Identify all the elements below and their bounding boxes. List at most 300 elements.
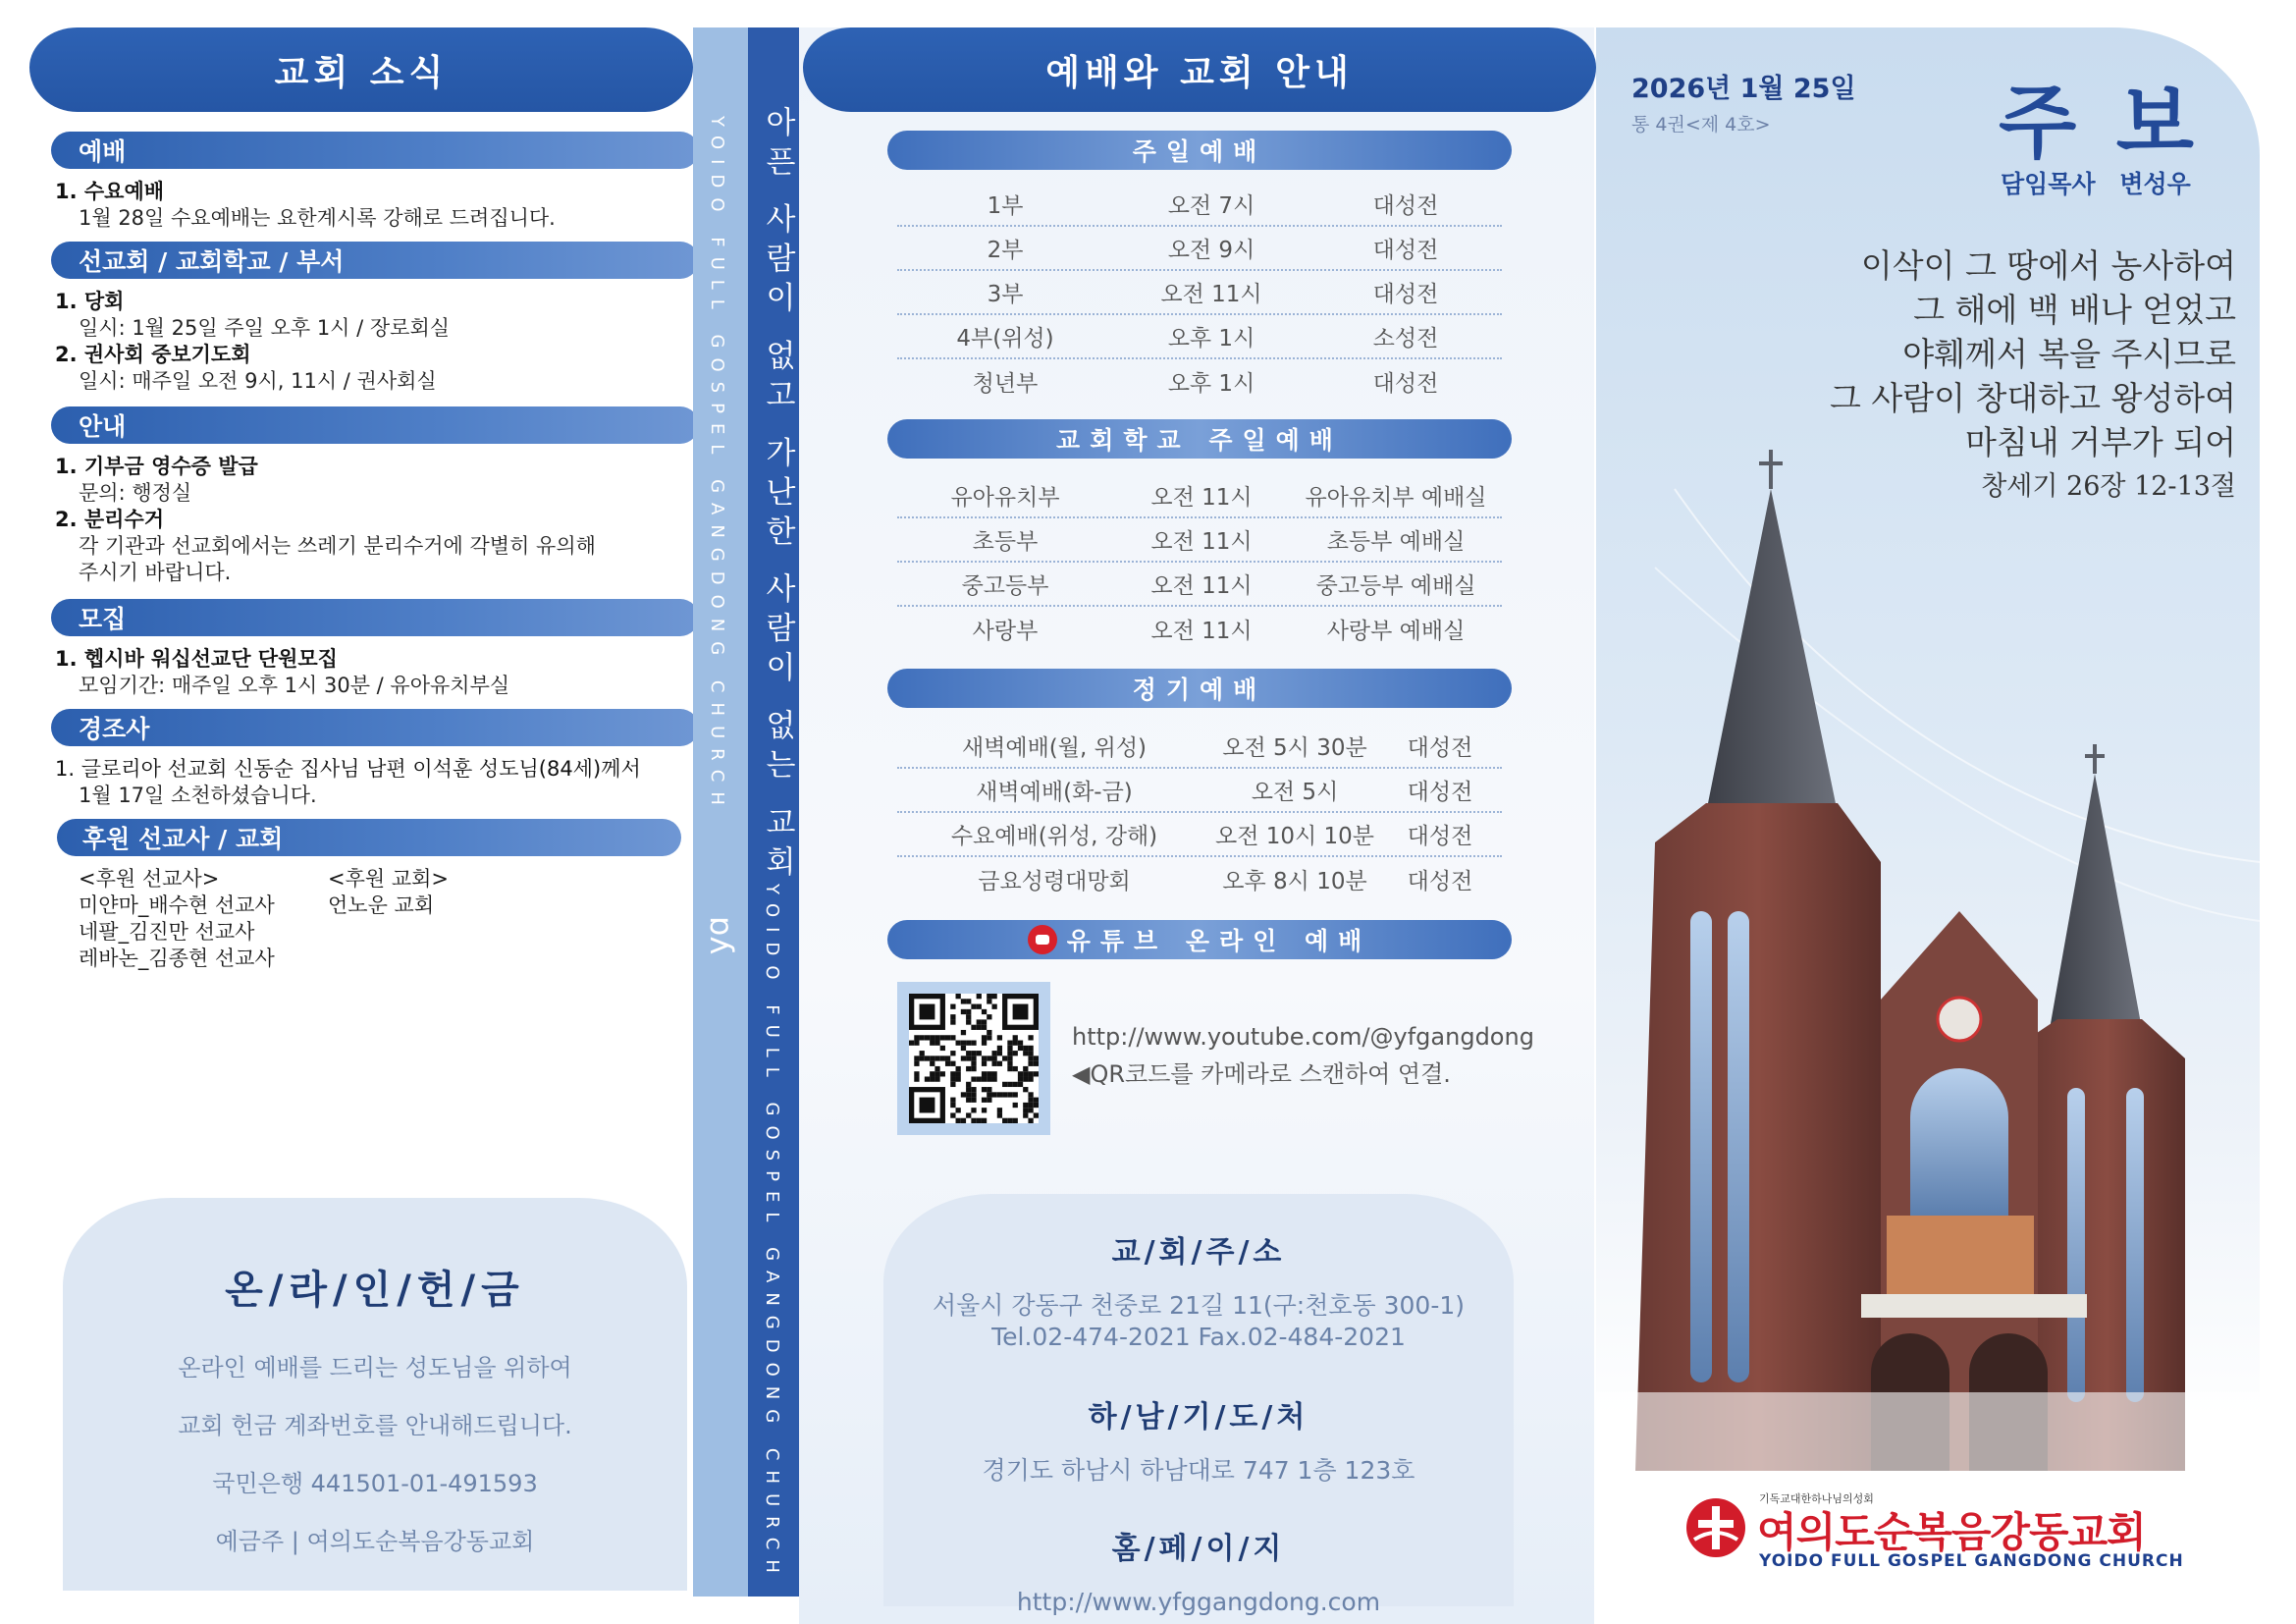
school-worship-bar: 교회학교 주일예배 xyxy=(887,419,1512,459)
qr-note: ◀QR코드를 카메라로 스캔하여 연결. xyxy=(1072,1060,1451,1088)
qr-module xyxy=(961,1118,966,1123)
qr-module xyxy=(914,1056,919,1060)
qr-module xyxy=(920,1051,925,1056)
church-logo xyxy=(1684,1490,2195,1569)
cell: 유아유치부 xyxy=(950,485,1060,511)
qr-module xyxy=(930,1061,934,1066)
pastor-name: 변성우 xyxy=(2119,170,2191,198)
qr-module xyxy=(1023,1046,1028,1051)
qr-module xyxy=(934,1056,939,1060)
offering-holder: 예금주 | 여의도순복음강동교회 xyxy=(215,1528,535,1555)
spine-english-text: YOIDO FULL GOSPEL GANGDONG CHURCH xyxy=(707,116,727,815)
qr-module xyxy=(930,1076,934,1081)
cell: 오전 9시 xyxy=(1167,238,1255,263)
qr-module xyxy=(950,1019,955,1024)
qr-module xyxy=(966,1098,971,1103)
table-row xyxy=(897,813,1502,857)
section-recruit-body xyxy=(55,646,703,699)
qr-module xyxy=(1007,1082,1012,1087)
qr-module xyxy=(966,1092,971,1097)
qr-module xyxy=(1023,1112,1028,1117)
qr-module xyxy=(987,1056,991,1060)
qr-module xyxy=(1023,1076,1028,1081)
cell: 초등부 xyxy=(972,529,1039,555)
cell: 오전 10시 10분 xyxy=(1214,824,1375,849)
table-row xyxy=(897,227,1502,271)
qr-module xyxy=(930,1071,934,1076)
sunday-worship-bar: 주일예배 xyxy=(887,131,1512,170)
qr-module xyxy=(997,1035,1002,1040)
qr-module xyxy=(987,1087,991,1092)
qr-module xyxy=(1002,1056,1007,1060)
qr-module xyxy=(1023,1108,1028,1112)
verse-line: 그 사람이 창대하고 왕성하여 xyxy=(1829,379,2236,417)
qr-module xyxy=(1013,1118,1018,1123)
hanam-address: 경기도 하남시 하남대로 747 1층 123호 xyxy=(982,1456,1415,1485)
offering-line: 교회 헌금 계좌번호를 안내해드립니다. xyxy=(178,1412,572,1439)
qr-module xyxy=(977,1019,982,1024)
qr-module xyxy=(950,1051,955,1056)
qr-module xyxy=(950,1061,955,1066)
qr-module xyxy=(920,1035,925,1040)
offering-account: 국민은행 441501-01-491593 xyxy=(212,1470,538,1497)
cell: 대성전 xyxy=(1372,193,1439,219)
qr-module xyxy=(982,1009,987,1014)
cell: 오전 11시 xyxy=(1150,529,1253,555)
qr-module xyxy=(997,1061,1002,1066)
church-item: 언노운 교회 xyxy=(328,893,435,917)
item-head: 1. 기부금 영수증 발급 xyxy=(55,455,258,478)
qr-module xyxy=(914,1076,919,1081)
qr-module xyxy=(1028,1118,1033,1123)
qr-module xyxy=(966,1056,971,1060)
verse-line: 야훼께서 복을 주시므로 xyxy=(1902,335,2236,373)
cell: 초등부 예배실 xyxy=(1326,529,1466,555)
qr-module xyxy=(1028,1046,1033,1051)
qr-module xyxy=(966,999,971,1003)
qr-module xyxy=(1007,1041,1012,1046)
qr-module xyxy=(1007,1046,1012,1051)
qr-module xyxy=(1002,1092,1007,1097)
cell: 대성전 xyxy=(1407,735,1473,761)
qr-module xyxy=(982,1071,987,1076)
cell: 청년부 xyxy=(972,371,1039,397)
qr-module xyxy=(1034,1071,1039,1076)
qr-module xyxy=(945,1061,950,1066)
item-head: 2. 분리수거 xyxy=(55,508,165,531)
qr-module xyxy=(950,1071,955,1076)
qr-module xyxy=(930,1035,934,1040)
table-row xyxy=(897,359,1502,404)
qr-module xyxy=(982,1035,987,1040)
item-line: 일시: 1월 25일 주일 오후 1시 / 장로회실 xyxy=(79,316,451,340)
qr-module xyxy=(1034,1098,1039,1103)
qr-module xyxy=(1034,1061,1039,1066)
qr-module xyxy=(1002,1082,1007,1087)
cover-date: 2026년 1월 25일 xyxy=(1631,74,1856,104)
church-building-image xyxy=(1596,450,2260,1471)
qr-code-image xyxy=(909,994,1039,1123)
table-row xyxy=(897,857,1502,901)
qr-module xyxy=(971,1066,976,1071)
qr-module xyxy=(1007,1051,1012,1056)
section-notice-bar: 안내 xyxy=(51,406,699,444)
qr-module xyxy=(966,1112,971,1117)
qr-module xyxy=(914,1071,919,1076)
qr-module xyxy=(971,1041,976,1046)
youtube-link[interactable]: http://www.youtube.com/@yfgangdong xyxy=(1072,1023,1534,1051)
verse-line: 그 해에 백 배나 얻었고 xyxy=(1913,291,2236,329)
cell: 오전 7시 xyxy=(1167,193,1255,219)
missionary-item: 레바논_김종현 선교사 xyxy=(79,947,275,970)
qr-module xyxy=(987,994,991,999)
youtube-icon xyxy=(1028,925,1057,954)
qr-module xyxy=(940,1035,945,1040)
item-line: 문의: 행정실 xyxy=(79,481,192,505)
item-line: 1월 17일 소천하셨습니다. xyxy=(79,784,317,807)
item-head: 1. 수요예배 xyxy=(55,180,165,203)
item-line: 1. 글로리아 선교회 신동순 집사님 남편 이석훈 성도님(84세)께서 xyxy=(55,757,641,781)
table-row xyxy=(897,315,1502,359)
qr-module xyxy=(1013,1066,1018,1071)
cell: 금요성령대망회 xyxy=(978,869,1131,894)
qr-module xyxy=(991,1076,996,1081)
qr-module xyxy=(987,1092,991,1097)
qr-module xyxy=(991,1092,996,1097)
qr-module xyxy=(1028,1071,1033,1076)
qr-module xyxy=(956,1108,961,1112)
hanam-title: 하/남/기/도/처 xyxy=(1088,1400,1309,1435)
logo-name: 여의도순복음강동교회 xyxy=(1757,1508,2146,1556)
qr-module xyxy=(1028,1092,1033,1097)
spine-dark xyxy=(748,27,799,1597)
qr-code[interactable] xyxy=(897,982,1050,1135)
qr-module xyxy=(982,1118,987,1123)
qr-module xyxy=(1028,1056,1033,1060)
item-head: 1. 당회 xyxy=(55,290,125,313)
item-line: 각 기관과 선교회에서는 쓰레기 분리수거에 각별히 유의해 xyxy=(79,534,596,558)
qr-module xyxy=(1028,1076,1033,1081)
cell: 수요예배(위성, 강해) xyxy=(950,824,1158,849)
qr-module xyxy=(1018,1082,1023,1087)
qr-module xyxy=(934,1035,939,1040)
spine-english-text: YOIDO FULL GOSPEL GANGDONG CHURCH xyxy=(762,884,782,1583)
homepage-title: 홈/페/이/지 xyxy=(1111,1532,1286,1566)
qr-module xyxy=(966,1087,971,1092)
logo-english: YOIDO FULL GOSPEL GANGDONG CHURCH xyxy=(1759,1551,2184,1571)
qr-module xyxy=(982,1061,987,1066)
qr-module xyxy=(1018,1041,1023,1046)
qr-module xyxy=(997,1051,1002,1056)
qr-module xyxy=(950,1076,955,1081)
qr-module xyxy=(971,1056,976,1060)
qr-module xyxy=(934,1066,939,1071)
table-row xyxy=(897,271,1502,315)
qr-module xyxy=(940,1071,945,1076)
qr-module xyxy=(982,1108,987,1112)
qr-module xyxy=(987,999,991,1003)
qr-module xyxy=(1013,1041,1018,1046)
qr-module xyxy=(1023,1051,1028,1056)
qr-module xyxy=(966,1082,971,1087)
qr-module xyxy=(977,1004,982,1009)
qr-module xyxy=(1018,1076,1023,1081)
section-recruit-bar: 모집 xyxy=(51,599,699,636)
qr-module xyxy=(1028,1061,1033,1066)
section-mission-bar: 선교회 / 교회학교 / 부서 xyxy=(51,242,699,279)
cell: 오후 1시 xyxy=(1167,371,1255,397)
qr-module xyxy=(1034,1056,1039,1060)
qr-module xyxy=(1028,1051,1033,1056)
qr-module xyxy=(961,999,966,1003)
qr-module xyxy=(945,1035,950,1040)
missionary-list xyxy=(79,866,328,972)
cover-panel xyxy=(1596,27,2260,1624)
qr-module xyxy=(991,994,996,999)
pastor-label: 담임목사 xyxy=(2001,170,2096,198)
qr-module xyxy=(977,1076,982,1081)
qr-module xyxy=(925,1056,930,1060)
qr-module xyxy=(945,1056,950,1060)
qr-module xyxy=(977,1118,982,1123)
qr-module xyxy=(966,1019,971,1024)
qr-module xyxy=(930,1041,934,1046)
church-address-box xyxy=(883,1194,1514,1616)
qr-module xyxy=(934,1071,939,1076)
qr-module xyxy=(982,1076,987,1081)
qr-module xyxy=(971,1061,976,1066)
qr-module xyxy=(1013,1035,1018,1040)
cell: 새벽예배(화-금) xyxy=(976,780,1133,805)
qr-module xyxy=(934,1041,939,1046)
worship-title: 예배와 교회 안내 xyxy=(803,27,1596,112)
cell: 중고등부 예배실 xyxy=(1315,573,1476,599)
cell: 대성전 xyxy=(1407,824,1473,849)
qr-pattern xyxy=(909,994,1039,1123)
qr-module xyxy=(971,1098,976,1103)
missionary-item: 네팔_김진만 선교사 xyxy=(79,920,255,944)
offering-title: 온/라/인/헌/금 xyxy=(225,1268,525,1313)
section-support-body xyxy=(79,866,628,972)
qr-module xyxy=(1002,1118,1007,1123)
cell: 대성전 xyxy=(1372,371,1439,397)
qr-module xyxy=(940,1056,945,1060)
qr-module xyxy=(991,1051,996,1056)
news-title: 교회 소식 xyxy=(29,27,693,112)
qr-module xyxy=(930,1056,934,1060)
qr-module xyxy=(920,1056,925,1060)
section-worship-bar: 예배 xyxy=(51,132,699,169)
section-mission-body xyxy=(55,289,703,395)
qr-module xyxy=(961,1009,966,1014)
cell: 오후 1시 xyxy=(1167,326,1255,352)
qr-module xyxy=(991,1056,996,1060)
qr-module xyxy=(982,1087,987,1092)
qr-module xyxy=(987,1076,991,1081)
qr-module xyxy=(997,1112,1002,1117)
qr-module xyxy=(1028,1108,1033,1112)
qr-module xyxy=(982,1098,987,1103)
verse-line: 마침내 거부가 되어 xyxy=(1964,423,2236,461)
qr-module xyxy=(950,1004,955,1009)
qr-module xyxy=(997,1108,1002,1112)
qr-module xyxy=(956,1041,961,1046)
cell: 사랑부 예배실 xyxy=(1326,619,1466,644)
table-row xyxy=(897,183,1502,227)
qr-module xyxy=(1013,1092,1018,1097)
qr-module xyxy=(977,1051,982,1056)
cell: 3부 xyxy=(987,282,1024,307)
cell: 4부(위성) xyxy=(956,326,1054,352)
qr-module xyxy=(950,1098,955,1103)
qr-module xyxy=(971,1004,976,1009)
qr-module xyxy=(961,1092,966,1097)
qr-module xyxy=(1028,1035,1033,1040)
item-line: 일시: 매주일 오전 9시, 11시 / 권사회실 xyxy=(79,369,437,393)
qr-module xyxy=(987,1035,991,1040)
qr-module xyxy=(1007,1092,1012,1097)
qr-module xyxy=(1007,1056,1012,1060)
cell: 오전 11시 xyxy=(1150,485,1253,511)
qr-module xyxy=(925,1035,930,1040)
qr-module xyxy=(966,1066,971,1071)
cover-title: 주 보 xyxy=(1999,77,2200,170)
school-worship-table xyxy=(897,474,1502,651)
news-panel xyxy=(29,27,693,1598)
qr-module xyxy=(914,1041,919,1046)
qr-finder xyxy=(920,1098,935,1113)
qr-module xyxy=(987,1030,991,1035)
section-support-bar: 후원 선교사 / 교회 xyxy=(57,819,681,856)
qr-module xyxy=(914,1035,919,1040)
qr-module xyxy=(950,1035,955,1040)
qr-module xyxy=(997,1046,1002,1051)
spine-logo-mark: ɒʎ xyxy=(703,916,740,955)
qr-module xyxy=(991,1004,996,1009)
qr-module xyxy=(961,1030,966,1035)
qr-module xyxy=(991,1071,996,1076)
table-row xyxy=(897,518,1502,563)
cover-pastor xyxy=(2001,165,2191,200)
table-row xyxy=(897,563,1502,607)
qr-module xyxy=(982,1041,987,1046)
table-row xyxy=(897,474,1502,518)
cell: 새벽예배(월, 위성) xyxy=(961,735,1148,761)
qr-module xyxy=(971,1051,976,1056)
regular-worship-table xyxy=(897,725,1502,901)
qr-module xyxy=(925,1076,930,1081)
qr-module xyxy=(956,1066,961,1071)
cell: 오전 5시 30분 xyxy=(1222,735,1367,761)
item-head: 2. 권사회 중보기도회 xyxy=(55,343,251,366)
qr-module xyxy=(987,1014,991,1019)
cell: 유아유치부 예배실 xyxy=(1305,485,1487,511)
regular-worship-bar: 정기예배 xyxy=(887,669,1512,708)
cell: 오전 11시 xyxy=(1150,573,1253,599)
qr-module xyxy=(966,1051,971,1056)
qr-module xyxy=(987,1098,991,1103)
qr-module xyxy=(1034,1112,1039,1117)
qr-module xyxy=(977,994,982,999)
qr-module xyxy=(997,1092,1002,1097)
qr-module xyxy=(956,1118,961,1123)
cell: 사랑부 xyxy=(972,619,1039,644)
church-logo-icon xyxy=(1684,1496,1747,1559)
cell: 소성전 xyxy=(1372,326,1439,352)
qr-module xyxy=(909,1041,914,1046)
address-tel: Tel.02-474-2021 Fax.02-484-2021 xyxy=(991,1323,1406,1351)
cell: 2부 xyxy=(987,238,1024,263)
qr-module xyxy=(977,1025,982,1030)
qr-module xyxy=(971,1025,976,1030)
qr-module xyxy=(987,1071,991,1076)
qr-module xyxy=(1013,1051,1018,1056)
item-head: 1. 헵시바 워십선교단 단원모집 xyxy=(55,647,338,671)
qr-module xyxy=(991,1061,996,1066)
section-notice-body xyxy=(55,454,703,586)
offering-line: 온라인 예배를 드리는 성도님을 위하여 xyxy=(178,1354,572,1381)
qr-module xyxy=(1028,1103,1033,1108)
address-line: 서울시 강동구 천중로 21길 11(구:천호동 300-1) xyxy=(932,1291,1466,1320)
spine-motto: 아픈 사람이 없고 가난한 사람이 없는 교회 xyxy=(760,106,795,886)
qr-module xyxy=(1023,1087,1028,1092)
section-worship-body xyxy=(55,179,703,232)
address-title: 교/회/주/소 xyxy=(1111,1235,1286,1270)
qr-module xyxy=(950,1112,955,1117)
qr-module xyxy=(1018,1071,1023,1076)
qr-module xyxy=(950,1082,955,1087)
cell: 대성전 xyxy=(1407,869,1473,894)
table-row xyxy=(897,607,1502,651)
qr-module xyxy=(1034,1103,1039,1108)
cell: 오전 11시 xyxy=(1150,619,1253,644)
verse-reference: 창세기 26장 12-13절 xyxy=(1981,471,2236,502)
qr-module xyxy=(982,1019,987,1024)
qr-module xyxy=(971,1087,976,1092)
qr-module xyxy=(1018,1046,1023,1051)
youtube-info xyxy=(1072,1018,1534,1093)
section-events-bar: 경조사 xyxy=(51,709,699,746)
qr-module xyxy=(1023,1066,1028,1071)
qr-module xyxy=(961,1041,966,1046)
cell: 오후 8시 10분 xyxy=(1222,869,1367,894)
qr-module xyxy=(1028,1098,1033,1103)
logo-small-text: 기독교대한하나님의성회 xyxy=(1759,1492,1874,1505)
cell: 오전 5시 xyxy=(1251,780,1339,805)
cover-volume: 통 4권<제 4호> xyxy=(1631,114,1771,135)
qr-module xyxy=(956,1076,961,1081)
qr-module xyxy=(956,1071,961,1076)
qr-finder xyxy=(920,1004,935,1020)
qr-module xyxy=(966,1014,971,1019)
qr-module xyxy=(940,1046,945,1051)
qr-module xyxy=(1007,1061,1012,1066)
item-line: 모임기간: 매주일 오후 1시 30분 / 유아유치부실 xyxy=(79,674,510,697)
online-offering-box xyxy=(63,1198,687,1591)
qr-module xyxy=(961,1056,966,1060)
church-list xyxy=(328,866,449,972)
qr-module xyxy=(1023,1103,1028,1108)
qr-module xyxy=(961,1046,966,1051)
church-head: <후원 교회> xyxy=(328,867,450,891)
qr-module xyxy=(1023,1071,1028,1076)
qr-module xyxy=(982,1025,987,1030)
cell: 1부 xyxy=(987,193,1024,219)
qr-module xyxy=(950,1014,955,1019)
qr-module xyxy=(971,1108,976,1112)
homepage-link[interactable]: http://www.yfggangdong.com xyxy=(1016,1588,1381,1616)
cell: 대성전 xyxy=(1372,282,1439,307)
